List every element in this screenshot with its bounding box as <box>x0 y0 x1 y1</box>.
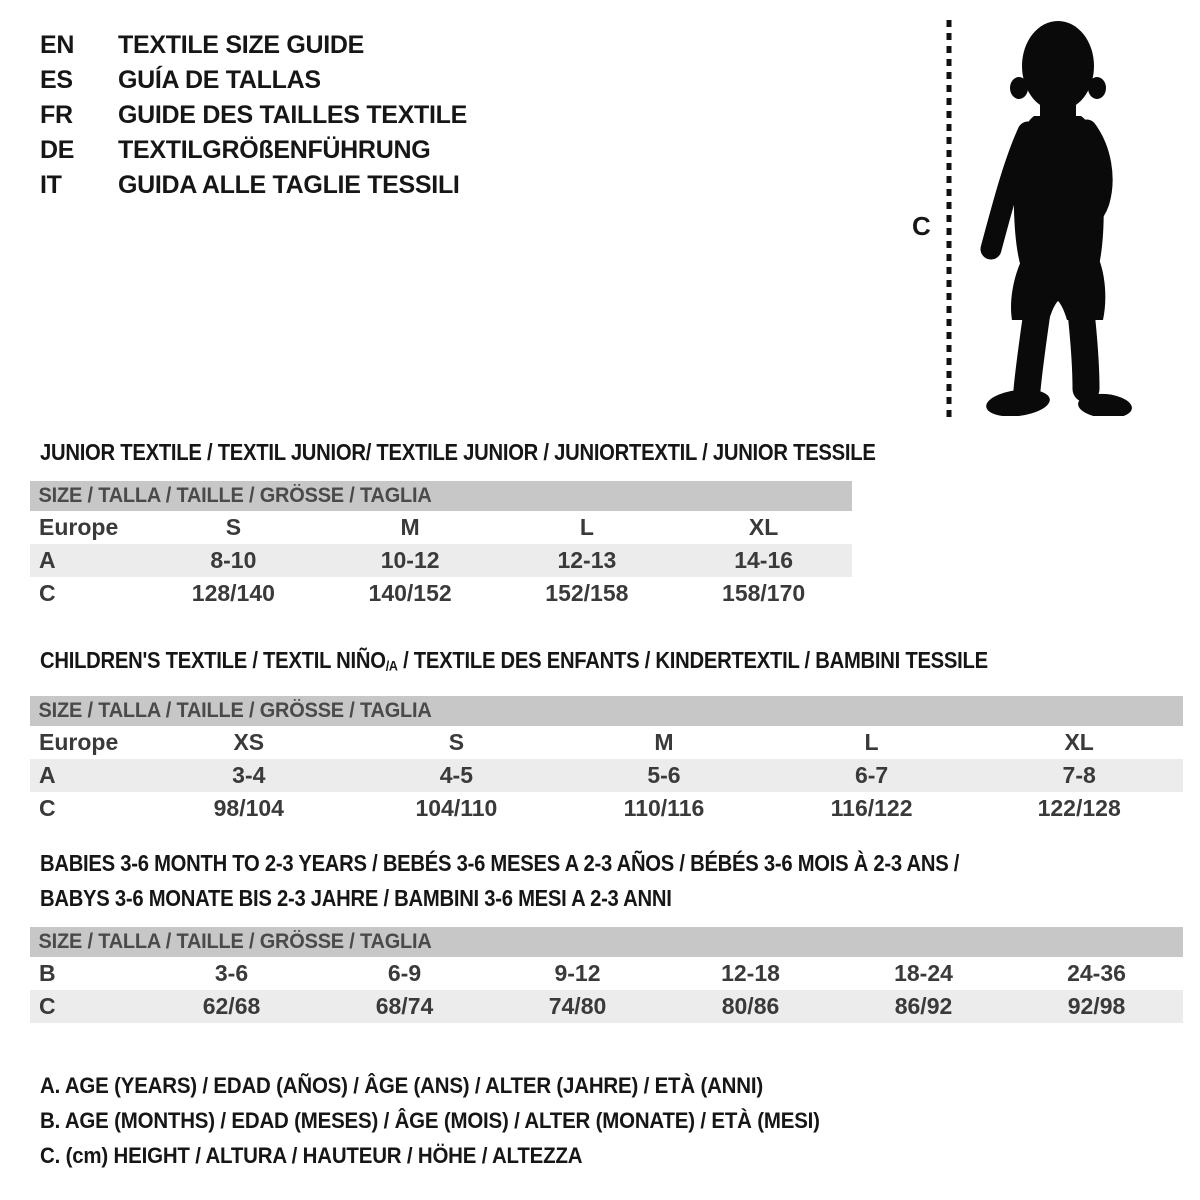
section-children <box>30 643 1183 825</box>
table-row <box>30 792 1183 825</box>
language-row <box>40 28 467 63</box>
row-label-cell: C <box>39 993 56 1019</box>
size-table <box>30 957 1183 1023</box>
table-row <box>30 511 852 544</box>
size-value-cell: 5-6 <box>647 761 681 788</box>
language-title: TEXTILGRÖßENFÜHRUNG <box>118 136 431 164</box>
table-row <box>30 544 852 577</box>
size-value-cell: 3-6 <box>214 960 249 986</box>
table-row <box>30 577 852 610</box>
footnote: A. AGE (YEARS) / EDAD (AÑOS) / ÂGE (ANS) / ALTER (JAHRE) / ETÀ (ANNI) <box>40 1073 763 1098</box>
size-value-cell: L <box>864 728 879 755</box>
table-row <box>30 957 1183 990</box>
size-header-bar <box>30 481 852 511</box>
size-value-cell: 8-10 <box>210 547 257 573</box>
size-header-label: SIZE / TALLA / TAILLE / GRÖSSE / TAGLIA <box>38 930 432 953</box>
size-header-label: SIZE / TALLA / TAILLE / GRÖSSE / TAGLIA <box>38 698 432 722</box>
size-table <box>30 726 1183 825</box>
size-value-cell: 12-13 <box>557 547 617 573</box>
language-row <box>40 168 467 203</box>
size-value-cell: M <box>654 728 674 755</box>
size-value-cell: 4-5 <box>439 761 474 788</box>
row-label-cell: A <box>39 761 56 788</box>
size-value-cell: 6-9 <box>387 960 422 986</box>
height-measure-label: C <box>912 211 931 241</box>
size-value-cell: 152/158 <box>545 580 629 606</box>
section-babies <box>30 846 1183 1023</box>
size-value-cell: 12-18 <box>721 960 780 986</box>
section-title-line: CHILDREN'S TEXTILE / TEXTIL NIÑO/A / TEXTILE DES ENFANTS / KINDERTEXTIL / BAMBINI TESSILE <box>40 647 988 675</box>
size-value-cell: 10-12 <box>380 547 440 573</box>
toddler-silhouette-icon <box>968 16 1138 416</box>
size-value-cell: XL <box>1064 728 1094 755</box>
language-title: GUÍA DE TALLAS <box>118 66 321 94</box>
size-value-cell: S <box>448 728 465 755</box>
size-value-cell: 98/104 <box>213 794 284 821</box>
language-code: FR <box>40 101 73 129</box>
size-value-cell: 24-36 <box>1067 960 1126 986</box>
section-title <box>30 643 1183 685</box>
language-code: ES <box>40 66 73 94</box>
size-header-bar <box>30 696 1183 726</box>
language-code: IT <box>40 171 62 199</box>
size-value-cell: 122/128 <box>1037 794 1121 821</box>
section-title <box>30 846 1183 916</box>
language-title: GUIDA ALLE TAGLIE TESSILI <box>118 171 460 199</box>
size-value-cell: 92/98 <box>1067 993 1126 1019</box>
size-value-cell: 9-12 <box>554 960 601 986</box>
size-header-label: SIZE / TALLA / TAILLE / GRÖSSE / TAGLIA <box>38 484 432 507</box>
height-dashed-line <box>946 20 952 418</box>
table-row <box>30 726 1183 759</box>
size-value-cell: XS <box>233 728 265 755</box>
language-title: TEXTILE SIZE GUIDE <box>118 31 365 59</box>
size-value-cell: 6-7 <box>854 761 889 788</box>
table-row <box>30 759 1183 792</box>
size-value-cell: 128/140 <box>191 580 275 606</box>
size-value-cell: S <box>225 514 242 540</box>
size-value-cell: XL <box>748 514 779 540</box>
size-header-bar <box>30 927 1183 957</box>
section-title-line: BABIES 3-6 MONTH TO 2-3 YEARS / BEBÉS 3-6 MESES A 2-3 AÑOS / BÉBÉS 3-6 MOIS À 2-3 ANS / <box>40 850 960 876</box>
language-row <box>40 63 467 98</box>
language-code: EN <box>40 31 75 59</box>
row-label-cell: C <box>39 580 56 606</box>
row-label-cell: C <box>39 794 56 821</box>
footnote: B. AGE (MONTHS) / EDAD (MESES) / ÂGE (MOIS) / ALTER (MONATE) / ETÀ (MESI) <box>40 1108 820 1133</box>
size-value-cell: M <box>400 514 420 540</box>
section-title-line: BABYS 3-6 MONATE BIS 2-3 JAHRE / BAMBINI 3-6 MESI A 2-3 ANNI <box>40 885 672 911</box>
size-value-cell: 80/86 <box>721 993 780 1019</box>
row-label-cell: A <box>39 547 56 573</box>
size-value-cell: 62/68 <box>202 993 261 1019</box>
size-value-cell: 68/74 <box>375 993 434 1019</box>
language-title-list <box>40 28 467 203</box>
footnote: C. (cm) HEIGHT / ALTURA / HAUTEUR / HÖHE / ALTEZZA <box>40 1143 583 1168</box>
size-value-cell: 86/92 <box>894 993 953 1019</box>
row-label-cell: Europe <box>39 514 119 540</box>
language-row <box>40 98 467 133</box>
size-value-cell: 116/122 <box>830 794 913 821</box>
size-value-cell: L <box>579 514 594 540</box>
section-title-line: JUNIOR TEXTILE / TEXTIL JUNIOR/ TEXTILE JUNIOR / JUNIORTEXTIL / JUNIOR TESSILE <box>40 439 876 465</box>
size-value-cell: 74/80 <box>548 993 607 1019</box>
size-value-cell: 14-16 <box>734 547 794 573</box>
language-title: GUIDE DES TAILLES TEXTILE <box>118 101 468 129</box>
language-row <box>40 133 467 168</box>
size-value-cell: 7-8 <box>1062 761 1096 788</box>
size-value-cell: 18-24 <box>894 960 953 986</box>
row-label-cell: B <box>39 960 56 986</box>
size-value-cell: 158/170 <box>722 580 806 606</box>
footnote-list <box>40 1068 878 1173</box>
table-row <box>30 990 1183 1023</box>
row-label-cell: Europe <box>39 728 119 755</box>
size-table <box>30 511 852 610</box>
language-code: DE <box>40 136 75 164</box>
section-title <box>30 435 876 470</box>
size-value-cell: 104/110 <box>415 794 498 821</box>
size-value-cell: 3-4 <box>232 761 266 788</box>
size-value-cell: 110/116 <box>623 794 705 821</box>
size-value-cell: 140/152 <box>368 580 452 606</box>
section-junior <box>30 435 876 610</box>
